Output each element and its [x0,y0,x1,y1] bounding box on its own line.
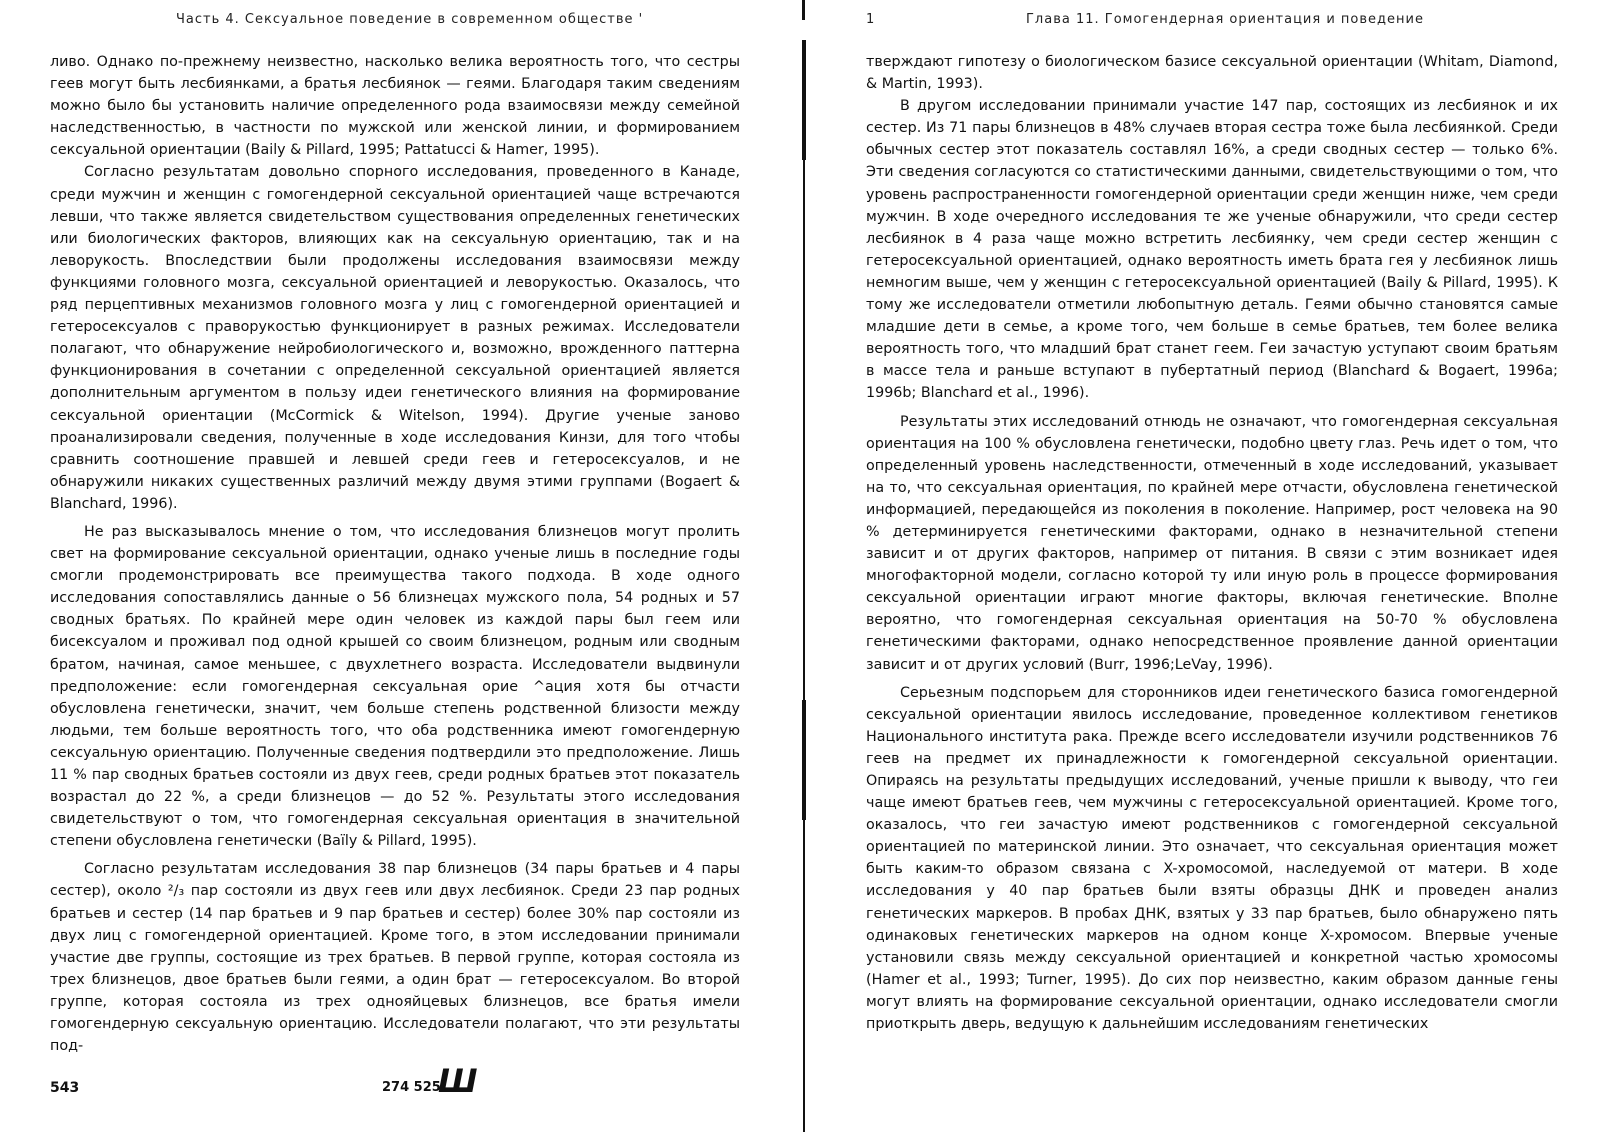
left-page [50,0,740,1132]
paragraph: Согласно результатам довольно спорного исследования, проведенного в Канаде, среди мужчин и женщин с гомогендерной сексуальной ориентацией чаще встречаются левши, что также является свидетельством существования определенных генетических или биологических факторов, влияющих как на сексуальную ориентацию, так и на леворукость. Впоследствии были продолжены исследования взаимосвязи между функциями головного мозга, сексуальной ориентацией и леворукостью. Оказалось, что ряд перцептивных механизмов головного мозга у лиц с гомогендерной ориентацией и гетеросексуалов с праворукостью функционирует в разных режимах. Исследователи полагают, что обнаружение нейробиологического и, возможно, врожденного паттерна функционирования в сочетании с определенной сексуальной ориентацией является дополнительным аргументом в пользу идеи генетического влияния на формирование сексуальной ориентации (McCormick & Witelson, 1994). Другие ученые заново проанализировали сведения, полученные в ходе исследования Кинзи, для того чтобы сравнить соотношение правшей и левшей среди геев и гетеросексуалов, и не обнаружили никаких существенных различий между двумя этими группами (Bogaert & Blanchard, 1996). [50,164,740,512]
print-code: 274 525 [382,1080,441,1095]
print-mark: Ш [438,1062,478,1100]
running-head-number: 1 [866,12,876,27]
paragraph: ливо. Однако по-прежнему неизвестно, насколько велика вероятность того, что сестры геев могут быть лесбиянками, а братья лесбиянок — геями. Благодаря таким сведениям можно было бы установить наличие определенного рода взаимосвязи между семейной наследственностью, в частности по мужской или женской линии, и формированием сексуальной ориентации (Baily & Pillard, 1995; Pattatucci & Hamer, 1995). [50,54,740,159]
paragraph: Результаты этих исследований отнюдь не означают, что гомогендерная сексуальная ориентация на 100 % обусловлена генетически, подобно цвету глаз. Речь идет о том, что определенный уровень наследственности, отмеченный в ходе исследований, указывает на то, что сексуальная ориентация, по крайней мере отчасти, обусловлена генетической информацией, передающейся из поколения в поколение. Например, рост человека на 90 % детерминируется генетическими факторами, однако в незначительной степени зависит и от других факторов, например от питания. В связи с этим возникает идея многофакторной модели, согласно которой ту или иную роль в процессе формирования сексуальной ориентации играют многие факторы, включая генетические. Вполне вероятно, что гомогендерная сексуальная ориентация на 50-70 % обусловлена генетическими факторами, однако непосредственное проявление данной ориентации зависит и от других условий (Burr, 1996;LeVay, 1996). [866,413,1558,673]
paragraph: Не раз высказывалось мнение о том, что исследования близнецов могут пролить свет на формирование сексуальной ориентации, однако ученые лишь в последние годы смогли продемонстрировать все преимущества такого подхода. В ходе одного исследования сопоставлялись данные о 56 близнецах мужского пола, 54 родных и 57 сводных братьях. По крайней мере один человек из каждой пары был геем или бисексуалом и проживал под одной крышей со своим близнецом, родным или сводным братом, начиная, самое меньшее, с двухлетнего возраста. Исследователи выдвинули предположение: если гомогендерная сексуальная орие ^ация хотя бы отчасти обусловлена генетически, значит, чем больше степень родственной близости между людьми, тем больше вероятность того, что оба родственника имеют гомогендерную сексуальную ориентацию. Полученные сведения подтвердили это предположение. Лишь 11 % пар сводных братьев состояли из двух геев, среди родных братьев этот показатель возрастал до 22 %, а среди близнецов — до 52 %. Результаты этого исследования свидетельствуют о том, что гомогендерная сексуальная ориентация в значительной степени обусловлена генетически (Baïly & Pillard, 1995). [50,523,740,850]
paragraph: тверждают гипотезу о биологическом базисе сексуальной ориентации (Whitam, Diamond, & Martin, 1993). [866,54,1558,93]
right-page-body [866,51,1558,1035]
left-page-body [50,51,740,1057]
right-page [866,0,1558,1132]
paragraph: Согласно результатам исследования 38 пар близнецов (34 пары братьев и 4 пары сестер), около ²/₃ пар состояли из двух геев или двух лесбиянок. Среди 23 пар родных братьев и сестер (14 пар братьев и 9 пар братьев и сестер) более 30% пар состояли из двух лиц с гомогендерной ориентацией. Кроме того, в этом исследовании принимали участие две группы, состоящие из трех братьев. В первой группе, которая состояла из трех близнецов, двое братьев были геями, а один брат — гетеросексуалом. Во второй группе, которая состояла из трех однояйцевых близнецов, все братья имели гомогендерную сексуальную ориентацию. Исследователи полагают, что эти результаты под- [50,861,740,1055]
running-head-left: Часть 4. Сексуальное поведение в современном обществе ' [176,12,644,27]
book-spine-shadow [796,0,806,1132]
page-number: 543 [50,1080,80,1096]
running-head-right: Глава 11. Гомогендерная ориентация и поведение [1026,12,1424,27]
paragraph: В другом исследовании принимали участие 147 пар, состоящих из лесбиянок и их сестер. Из 71 пары близнецов в 48% случаев вторая сестра тоже была лесбиянкой. Среди обычных сестер этот показатель составлял 16%, а среди сводных сестер — только 6%. Эти сведения согласуются со статистическими данными, свидетельствующими о том, что уровень распространенности гомогендерной ориентации среди женщин ниже, чем среди мужчин. В ходе очередного исследования те же ученые обнаружили, что среди сестер лесбиянок в 4 раза чаще можно встретить лесбиянку, чем среди сестер женщин с гетеросексуальной ориентацией, однако вероятность иметь брата гея у лесбиянок лишь немногим выше, чем у женщин с гетеросексуальной ориентацией (Baily & Pillard, 1995). К тому же исследователи отметили любопытную деталь. Геями обычно становятся самые младшие дети в семье, а кроме того, чем больше в семье братьев, тем более велика вероятность того, что младший брат станет геем. Геи зачастую уступают своим братьям в массе тела и раньше вступают в пубертатный период (Blanchard & Bogaert, 1996a; 1996b; Blanchard et al., 1996). [866,98,1558,402]
paragraph: Серьезным подспорьем для сторонников идеи генетического базиса гомогендерной сексуальной ориентации явилось исследование, проведенное коллективом генетиков Национального института рака. Прежде всего исследователи изучили родственников 76 геев на предмет их принадлежности к гомогендерной сексуальной ориентации. Опираясь на результаты предыдущих исследований, ученые пришли к выводу, что геи чаще имеют братьев геев, чем мужчины с гетеросексуальной ориентацией. Кроме того, оказалось, что геи зачастую имеют родственников с гомогендерной сексуальной ориентацией по материнской линии. Это означает, что сексуальная ориентация может быть каким-то образом связана с X-хромосомой, наследуемой от матери. В ходе исследования у 40 пар братьев были взяты образцы ДНК и проведен анализ генетических маркеров. В пробах ДНК, взятых у 33 пар братьев, было обнаружено пять одинаковых генетических маркеров на одном конце X-хромосом. Впервые ученые установили связь между сексуальной ориентацией и конкретной частью хромосомы (Hamer et al., 1993; Turner, 1995). До сих пор неизвестно, каким образом данные гены могут влиять на формирование сексуальной ориентации, однако исследователи смогли приоткрыть дверь, ведущую к дальнейшим исследованиям генетических [866,684,1558,1033]
